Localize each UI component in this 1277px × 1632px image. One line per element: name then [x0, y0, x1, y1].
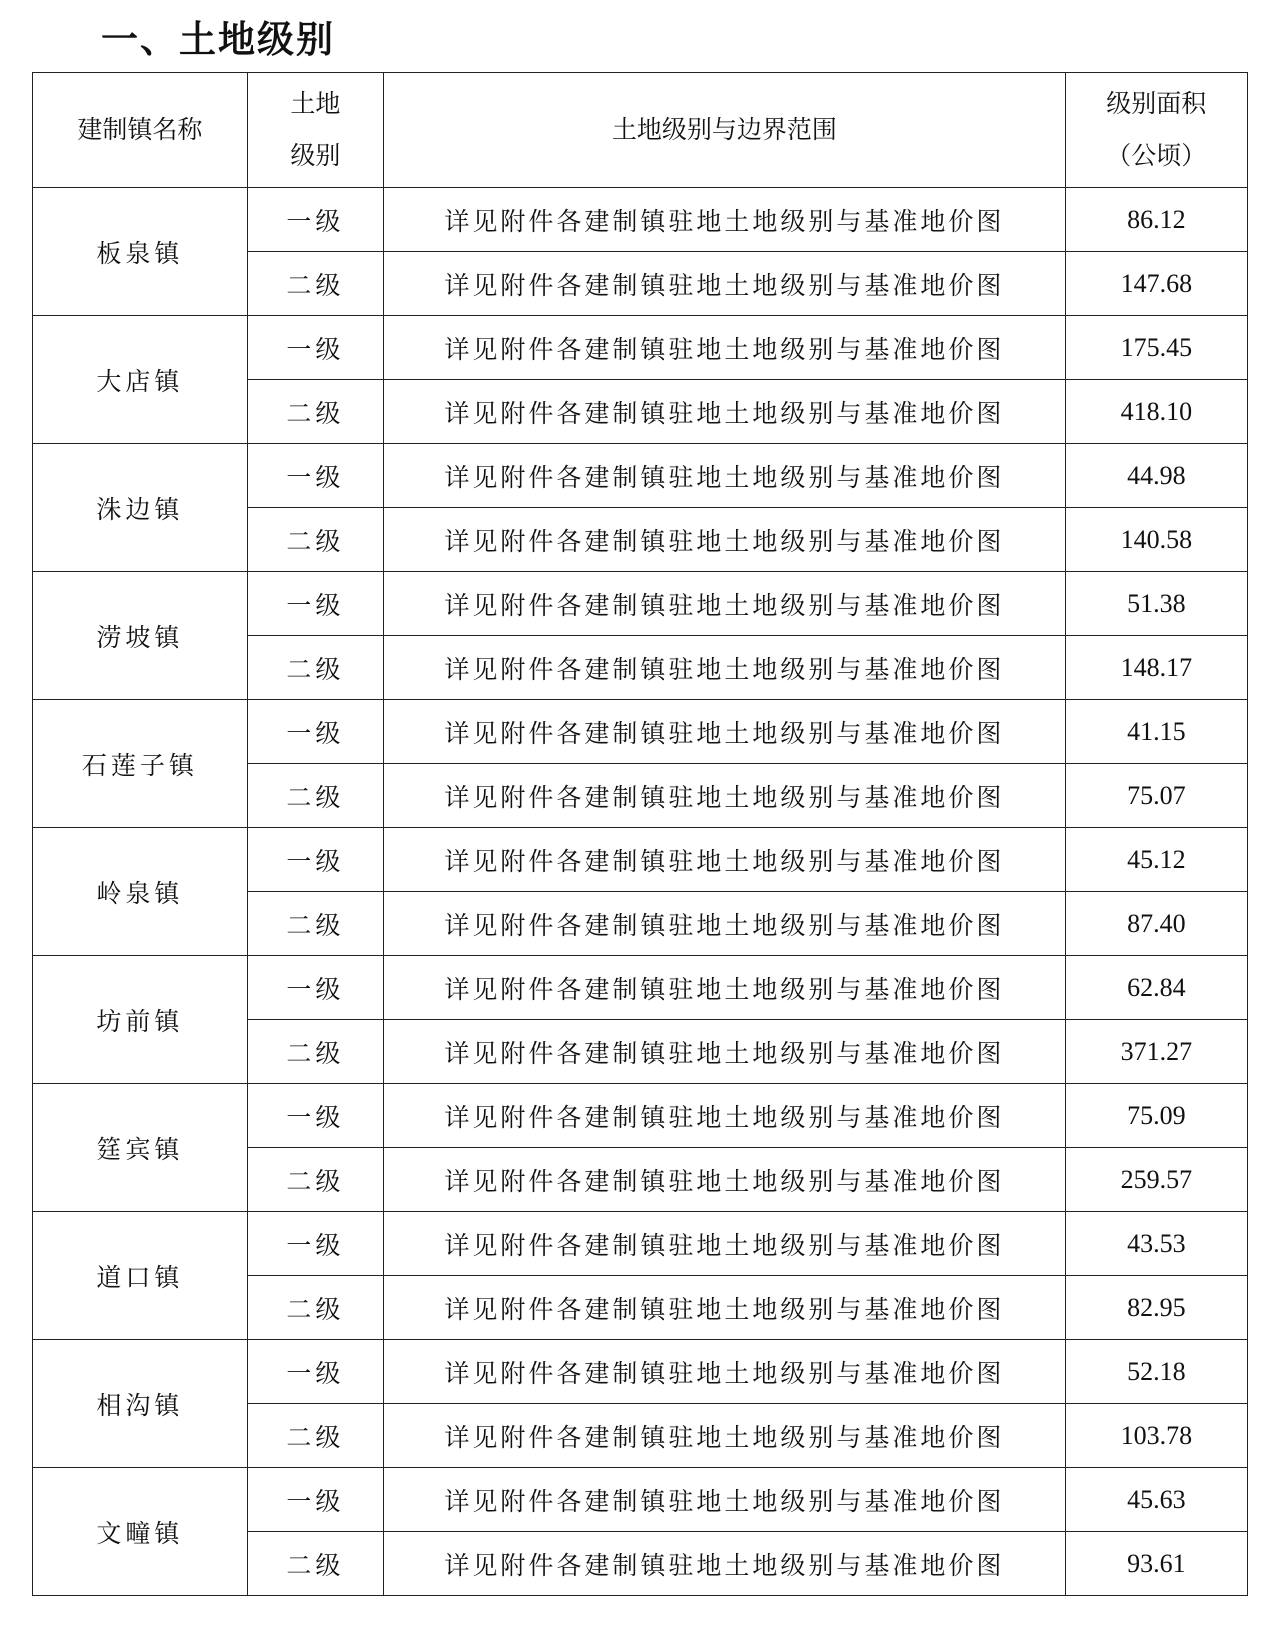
header-level-area: [1065, 73, 1247, 188]
boundary-range-cell: 详见附件各建制镇驻地土地级别与基准地价图: [384, 764, 1065, 828]
town-name-cell: 板泉镇: [33, 188, 248, 316]
boundary-range-cell: 详见附件各建制镇驻地土地级别与基准地价图: [384, 1468, 1065, 1532]
boundary-range-cell: 详见附件各建制镇驻地土地级别与基准地价图: [384, 1084, 1065, 1148]
boundary-range-cell: 详见附件各建制镇驻地土地级别与基准地价图: [384, 956, 1065, 1020]
land-level-cell: 一级: [247, 316, 384, 380]
level-area-cell: 103.78: [1065, 1404, 1247, 1468]
town-name-cell: 筳宾镇: [33, 1084, 248, 1212]
land-level-cell: 一级: [247, 1084, 384, 1148]
table-header-row: [33, 73, 1248, 188]
level-area-cell: 75.07: [1065, 764, 1247, 828]
land-level-cell: 二级: [247, 1148, 384, 1212]
header-land-level-line1: 土地: [290, 89, 341, 118]
boundary-range-cell: 详见附件各建制镇驻地土地级别与基准地价图: [384, 828, 1065, 892]
land-level-cell: 二级: [247, 252, 384, 316]
header-land-level: [247, 73, 384, 188]
land-level-cell: 二级: [247, 508, 384, 572]
table-row: [33, 956, 1248, 1020]
land-level-cell: 二级: [247, 1532, 384, 1596]
boundary-range-cell: 详见附件各建制镇驻地土地级别与基准地价图: [384, 316, 1065, 380]
land-level-cell: 二级: [247, 1276, 384, 1340]
boundary-range-cell: 详见附件各建制镇驻地土地级别与基准地价图: [384, 252, 1065, 316]
boundary-range-cell: 详见附件各建制镇驻地土地级别与基准地价图: [384, 1212, 1065, 1276]
level-area-cell: 140.58: [1065, 508, 1247, 572]
town-name-cell: 坊前镇: [33, 956, 248, 1084]
header-boundary-range: 土地级别与边界范围: [384, 73, 1065, 188]
level-area-cell: 259.57: [1065, 1148, 1247, 1212]
land-level-cell: 一级: [247, 1340, 384, 1404]
level-area-cell: 148.17: [1065, 636, 1247, 700]
level-area-cell: 45.12: [1065, 828, 1247, 892]
table-row: [33, 700, 1248, 764]
level-area-cell: 52.18: [1065, 1340, 1247, 1404]
boundary-range-cell: 详见附件各建制镇驻地土地级别与基准地价图: [384, 508, 1065, 572]
town-name-cell: 相沟镇: [33, 1340, 248, 1468]
town-name-cell: 道口镇: [33, 1212, 248, 1340]
land-level-cell: 一级: [247, 1468, 384, 1532]
table-row: [33, 1340, 1248, 1404]
town-name-cell: 文疃镇: [33, 1468, 248, 1596]
land-level-cell: 一级: [247, 956, 384, 1020]
table-row: [33, 828, 1248, 892]
town-name-cell: 涝坡镇: [33, 572, 248, 700]
boundary-range-cell: 详见附件各建制镇驻地土地级别与基准地价图: [384, 1276, 1065, 1340]
land-level-cell: 一级: [247, 188, 384, 252]
land-level-cell: 二级: [247, 1020, 384, 1084]
table-row: [33, 1084, 1248, 1148]
level-area-cell: 51.38: [1065, 572, 1247, 636]
table-row: [33, 1468, 1248, 1532]
section-heading: 一、土地级别: [101, 18, 335, 61]
boundary-range-cell: 详见附件各建制镇驻地土地级别与基准地价图: [384, 700, 1065, 764]
town-name-cell: 石莲子镇: [33, 700, 248, 828]
boundary-range-cell: 详见附件各建制镇驻地土地级别与基准地价图: [384, 1532, 1065, 1596]
level-area-cell: 93.61: [1065, 1532, 1247, 1596]
land-level-cell: 一级: [247, 572, 384, 636]
town-name-cell: 洙边镇: [33, 444, 248, 572]
level-area-cell: 175.45: [1065, 316, 1247, 380]
boundary-range-cell: 详见附件各建制镇驻地土地级别与基准地价图: [384, 572, 1065, 636]
land-level-cell: 二级: [247, 636, 384, 700]
table-row: [33, 572, 1248, 636]
boundary-range-cell: 详见附件各建制镇驻地土地级别与基准地价图: [384, 892, 1065, 956]
boundary-range-cell: 详见附件各建制镇驻地土地级别与基准地价图: [384, 1020, 1065, 1084]
table-row: [33, 188, 1248, 252]
boundary-range-cell: 详见附件各建制镇驻地土地级别与基准地价图: [384, 1340, 1065, 1404]
town-name-cell: 岭泉镇: [33, 828, 248, 956]
town-name-cell: 大店镇: [33, 316, 248, 444]
land-level-cell: 一级: [247, 700, 384, 764]
land-level-cell: 二级: [247, 380, 384, 444]
boundary-range-cell: 详见附件各建制镇驻地土地级别与基准地价图: [384, 1148, 1065, 1212]
level-area-cell: 147.68: [1065, 252, 1247, 316]
header-level-area-line2: （公顷）: [1106, 141, 1207, 170]
level-area-cell: 62.84: [1065, 956, 1247, 1020]
table-row: [33, 444, 1248, 508]
boundary-range-cell: 详见附件各建制镇驻地土地级别与基准地价图: [384, 380, 1065, 444]
land-level-cell: 二级: [247, 892, 384, 956]
level-area-cell: 43.53: [1065, 1212, 1247, 1276]
header-town-name: 建制镇名称: [33, 73, 248, 188]
level-area-cell: 75.09: [1065, 1084, 1247, 1148]
land-level-cell: 二级: [247, 1404, 384, 1468]
header-land-level-line2: 级别: [290, 141, 341, 170]
land-level-table: [32, 72, 1248, 1596]
land-level-cell: 二级: [247, 764, 384, 828]
boundary-range-cell: 详见附件各建制镇驻地土地级别与基准地价图: [384, 188, 1065, 252]
land-level-cell: 一级: [247, 1212, 384, 1276]
land-level-cell: 一级: [247, 828, 384, 892]
level-area-cell: 86.12: [1065, 188, 1247, 252]
table-row: [33, 316, 1248, 380]
level-area-cell: 44.98: [1065, 444, 1247, 508]
land-level-cell: 一级: [247, 444, 384, 508]
boundary-range-cell: 详见附件各建制镇驻地土地级别与基准地价图: [384, 1404, 1065, 1468]
boundary-range-cell: 详见附件各建制镇驻地土地级别与基准地价图: [384, 636, 1065, 700]
level-area-cell: 371.27: [1065, 1020, 1247, 1084]
level-area-cell: 82.95: [1065, 1276, 1247, 1340]
table-row: [33, 1212, 1248, 1276]
boundary-range-cell: 详见附件各建制镇驻地土地级别与基准地价图: [384, 444, 1065, 508]
level-area-cell: 418.10: [1065, 380, 1247, 444]
header-level-area-line1: 级别面积: [1106, 89, 1207, 118]
level-area-cell: 41.15: [1065, 700, 1247, 764]
level-area-cell: 45.63: [1065, 1468, 1247, 1532]
table-body: [33, 188, 1248, 1596]
level-area-cell: 87.40: [1065, 892, 1247, 956]
